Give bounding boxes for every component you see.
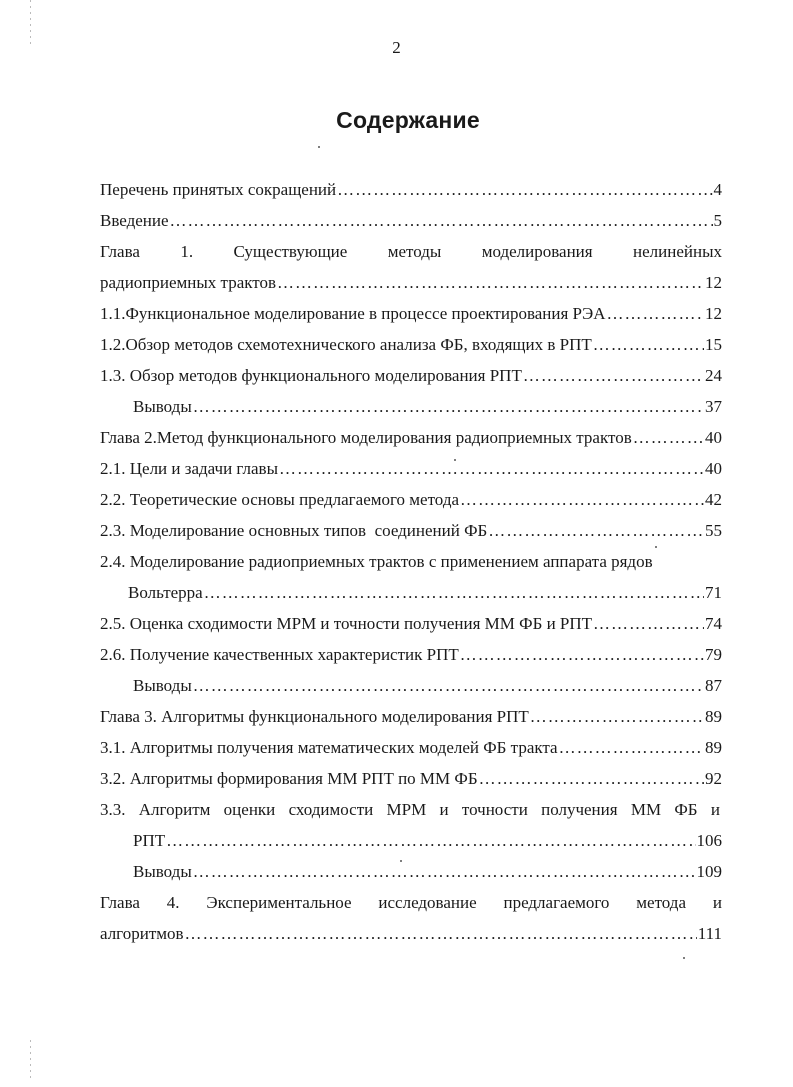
toc-entry-label: 1.3. Обзор методов функционального моделирования РПТ xyxy=(100,366,522,385)
dot-leader xyxy=(277,267,704,298)
dot-leader xyxy=(530,701,704,732)
toc-entry-page: 89 xyxy=(705,738,722,757)
toc-entry[interactable] xyxy=(100,701,722,732)
toc-entry-label: 2.2. Теоретические основы предлагаемого метода xyxy=(100,490,460,509)
dot-leader xyxy=(193,856,696,887)
dot-leader xyxy=(460,484,704,515)
dot-leader xyxy=(559,732,704,763)
toc-word: и xyxy=(439,800,449,819)
toc-entry-page: 92 xyxy=(705,769,722,788)
toc-entry-label: Выводы xyxy=(133,397,192,416)
toc-entry[interactable] xyxy=(100,298,722,329)
toc-entry-page: 12 xyxy=(705,304,722,323)
toc-word: Существующие xyxy=(233,242,348,261)
page-title: Содержание xyxy=(336,107,480,133)
toc-entry-page: 74 xyxy=(705,614,722,633)
toc-word: предлагаемого xyxy=(503,893,610,912)
toc-word: Глава xyxy=(100,893,140,912)
dot-leader xyxy=(279,453,704,484)
toc-entry[interactable] xyxy=(100,732,722,763)
table-of-contents xyxy=(100,174,722,949)
dot-leader xyxy=(460,639,704,670)
page-number: 2 xyxy=(392,38,401,57)
toc-entry-heading-line[interactable] xyxy=(100,546,722,577)
toc-word: ФБ xyxy=(674,800,698,819)
dot-leader xyxy=(593,608,704,639)
toc-entry-label: Выводы xyxy=(133,862,192,881)
toc-entry-page: 79 xyxy=(705,645,722,664)
toc-entry-page: 12 xyxy=(705,273,722,292)
toc-entry[interactable] xyxy=(100,360,722,391)
toc-entry[interactable] xyxy=(100,267,722,298)
toc-entry[interactable] xyxy=(100,174,722,205)
toc-word: Экспериментальное xyxy=(206,893,352,912)
toc-entry[interactable] xyxy=(100,422,722,453)
toc-entry-label: радиоприемных трактов xyxy=(100,273,277,292)
scan-speck xyxy=(400,860,402,862)
toc-entry[interactable] xyxy=(100,453,722,484)
toc-entry-label: Выводы xyxy=(133,676,192,695)
toc-entry[interactable] xyxy=(100,391,722,422)
toc-word: ММ xyxy=(630,800,662,819)
toc-word: и xyxy=(712,893,722,912)
toc-entry-label: Вольтерра xyxy=(128,583,203,602)
dot-leader xyxy=(185,918,697,949)
toc-word: Алгоритм xyxy=(138,800,211,819)
toc-entry-label: РПТ xyxy=(133,831,166,850)
toc-word: нелинейных xyxy=(633,242,722,261)
dot-leader xyxy=(337,174,712,205)
toc-entry[interactable] xyxy=(100,670,722,701)
toc-entry-label: 1.1.Функциональное моделирование в процессе проектирования РЭА xyxy=(100,304,606,323)
scan-speck xyxy=(683,957,685,959)
toc-entry-page: 87 xyxy=(705,676,722,695)
toc-word: 4. xyxy=(166,893,180,912)
toc-entry-label: 2.3. Моделирование основных типов соединений ФБ xyxy=(100,521,488,540)
toc-word: сходимости xyxy=(288,800,374,819)
toc-word: и xyxy=(710,800,720,819)
toc-word: оценки xyxy=(223,800,276,819)
toc-entry-page: 71 xyxy=(705,583,722,602)
toc-entry[interactable] xyxy=(100,577,722,608)
toc-word: исследование xyxy=(378,893,477,912)
toc-entry-page: 109 xyxy=(696,862,722,881)
scan-edge-mark-bottom xyxy=(30,1040,31,1080)
toc-word: 1. xyxy=(180,242,194,261)
toc-entry-label: 2.5. Оценка сходимости МРМ и точности получения ММ ФБ и РПТ xyxy=(100,614,593,633)
scan-speck xyxy=(655,546,657,548)
dot-leader xyxy=(204,577,704,608)
toc-entry-page: 4 xyxy=(713,180,722,199)
dot-leader xyxy=(593,329,704,360)
toc-entry-page: 55 xyxy=(705,521,722,540)
toc-entry-page: 106 xyxy=(696,831,722,850)
toc-entry[interactable] xyxy=(100,825,722,856)
toc-entry-label: 2.1. Цели и задачи главы xyxy=(100,459,279,478)
toc-entry[interactable] xyxy=(100,918,722,949)
toc-entry-page: 42 xyxy=(705,490,722,509)
toc-entry-page: 5 xyxy=(713,211,722,230)
toc-word: 3.3. xyxy=(100,800,126,819)
toc-entry[interactable] xyxy=(100,484,722,515)
toc-entry-label: 1.2.Обзор методов схемотехнического анализа ФБ, входящих в РПТ xyxy=(100,335,592,354)
dot-leader xyxy=(479,763,704,794)
toc-entry-page: 89 xyxy=(705,707,722,726)
toc-word: МРМ xyxy=(386,800,427,819)
dot-leader xyxy=(170,205,713,236)
toc-entry-page: 15 xyxy=(705,335,722,354)
toc-word: Глава xyxy=(100,242,140,261)
toc-entry[interactable] xyxy=(100,856,722,887)
dot-leader xyxy=(488,515,704,546)
toc-word: точности xyxy=(461,800,528,819)
dot-leader xyxy=(633,422,704,453)
toc-entry-page: 40 xyxy=(705,428,722,447)
dot-leader xyxy=(193,670,704,701)
toc-word: метода xyxy=(636,893,686,912)
scan-speck xyxy=(454,459,456,461)
toc-entry[interactable] xyxy=(100,515,722,546)
toc-entry-label: 3.1. Алгоритмы получения математических моделей ФБ тракта xyxy=(100,738,558,757)
toc-entry-page: 37 xyxy=(705,397,722,416)
toc-entry-page: 24 xyxy=(705,366,722,385)
toc-entry-label: 3.2. Алгоритмы формирования ММ РПТ по ММ ФБ xyxy=(100,769,478,788)
toc-entry-label: Перечень принятых сокращений xyxy=(100,180,337,199)
toc-entry[interactable] xyxy=(100,608,722,639)
toc-word: методы xyxy=(387,242,442,261)
toc-word: получения xyxy=(541,800,618,819)
toc-entry[interactable] xyxy=(100,763,722,794)
toc-entry-heading-line[interactable] xyxy=(100,794,722,825)
toc-entry-label: Глава 3. Алгоритмы функционального моделирования РПТ xyxy=(100,707,529,726)
toc-entry-label: алгоритмов xyxy=(100,924,184,943)
toc-entry[interactable] xyxy=(100,639,722,670)
dot-leader xyxy=(193,391,704,422)
toc-entry-page: 111 xyxy=(697,924,722,943)
dot-leader xyxy=(523,360,704,391)
toc-entry-label: 2.6. Получение качественных характеристик РПТ xyxy=(100,645,459,664)
toc-word: моделирования xyxy=(481,242,593,261)
toc-entry-heading-line[interactable] xyxy=(100,887,722,918)
dot-leader xyxy=(166,825,695,856)
dot-leader xyxy=(607,298,704,329)
toc-entry-label: Глава 2.Метод функционального моделирования радиоприемных трактов xyxy=(100,428,632,447)
toc-entry-label: Введение xyxy=(100,211,169,230)
toc-entry[interactable] xyxy=(100,329,722,360)
toc-entry-page: 40 xyxy=(705,459,722,478)
toc-entry[interactable] xyxy=(100,205,722,236)
toc-entry-heading-line[interactable] xyxy=(100,236,722,267)
scan-speck xyxy=(318,146,320,148)
toc-entry-label: 2.4. Моделирование радиоприемных трактов с применением аппарата рядов xyxy=(100,552,653,571)
